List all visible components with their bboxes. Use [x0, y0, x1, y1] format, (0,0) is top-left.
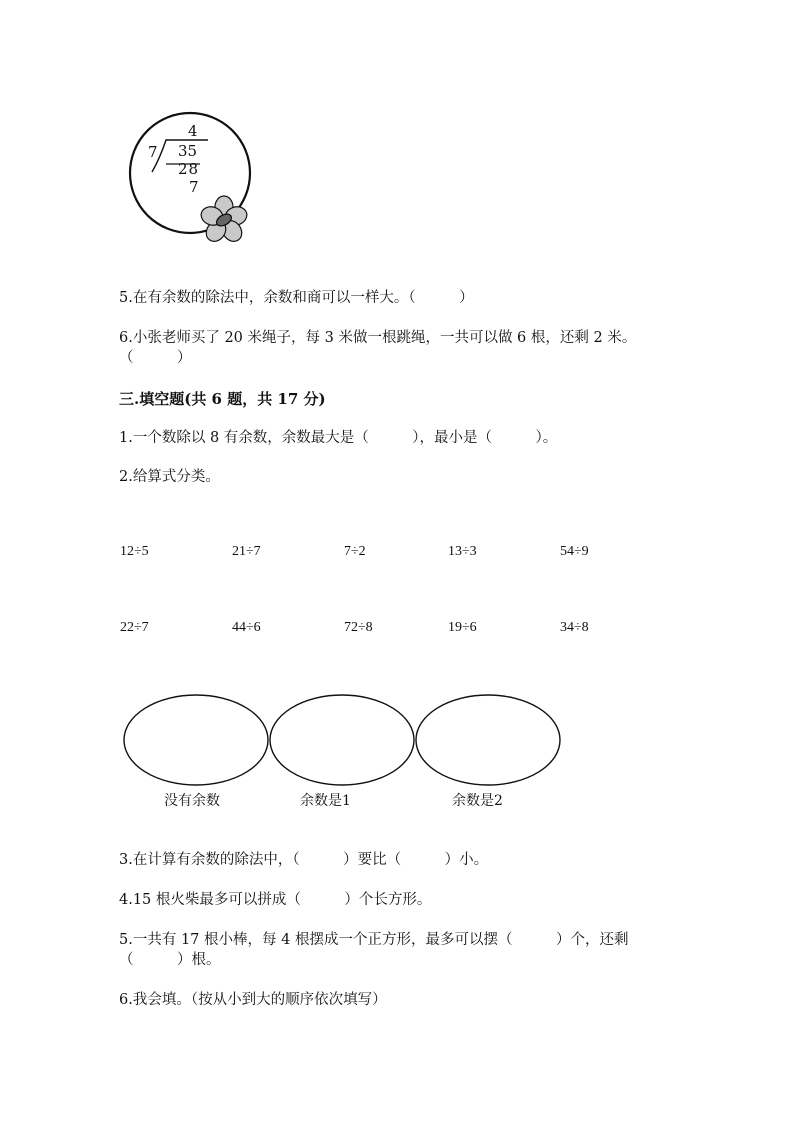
expression: 13÷3	[448, 544, 477, 559]
expression: 72÷8	[344, 620, 373, 635]
expression: 19÷6	[448, 620, 477, 635]
fill-question-4: 4.15 根火柴最多可以拼成（ ）个长方形。	[119, 892, 432, 908]
expression: 21÷7	[232, 544, 261, 559]
product: 28	[178, 160, 200, 178]
fill-question-6: 6.我会填。（按从小到大的顺序依次填写）	[119, 992, 387, 1008]
oval-remainder-1	[270, 695, 414, 785]
oval-label-remainder-2: 余数是2	[452, 793, 503, 809]
oval-label-no-remainder: 没有余数	[164, 793, 220, 809]
judgement-question-6-line1: 6.小张老师买了 20 米绳子，每 3 米做一根跳绳，一共可以做 6 根，还剩 2 米。	[119, 330, 637, 346]
expression: 44÷6	[232, 620, 261, 635]
remainder: 7	[189, 178, 199, 196]
oval-label-remainder-1: 余数是1	[300, 793, 351, 809]
fill-question-3: 3.在计算有余数的除法中，（ ）要比（ ）小。	[119, 852, 489, 868]
expression: 22÷7	[120, 620, 149, 635]
section-title: 三.填空题(共 6 题，共 17 分)	[119, 390, 326, 408]
divisor: 7	[148, 143, 158, 161]
fill-question-2: 2.给算式分类。	[119, 469, 220, 485]
oval-no-remainder	[124, 695, 268, 785]
fill-question-5-line2: （ ）根。	[119, 952, 221, 968]
fill-question-5-line1: 5.一共有 17 根小棒，每 4 根摆成一个正方形，最多可以摆（ ）个，还剩	[119, 932, 629, 948]
expression: 7÷2	[344, 544, 366, 559]
judgement-question-6-line2: （ ）	[119, 350, 192, 366]
expression: 12÷5	[120, 544, 149, 559]
fill-question-1: 1.一个数除以 8 有余数，余数最大是（ ），最小是（ ）。	[119, 430, 558, 446]
oval-remainder-2	[416, 695, 560, 785]
quotient: 4	[188, 122, 198, 140]
long-division-figure	[120, 108, 270, 248]
expression: 34÷8	[560, 620, 589, 635]
classification-ovals	[0, 690, 794, 810]
judgement-question-5: 5.在有余数的除法中，余数和商可以一样大。（ ）	[119, 290, 474, 306]
expression: 54÷9	[560, 544, 589, 559]
dividend: 35	[178, 142, 198, 160]
